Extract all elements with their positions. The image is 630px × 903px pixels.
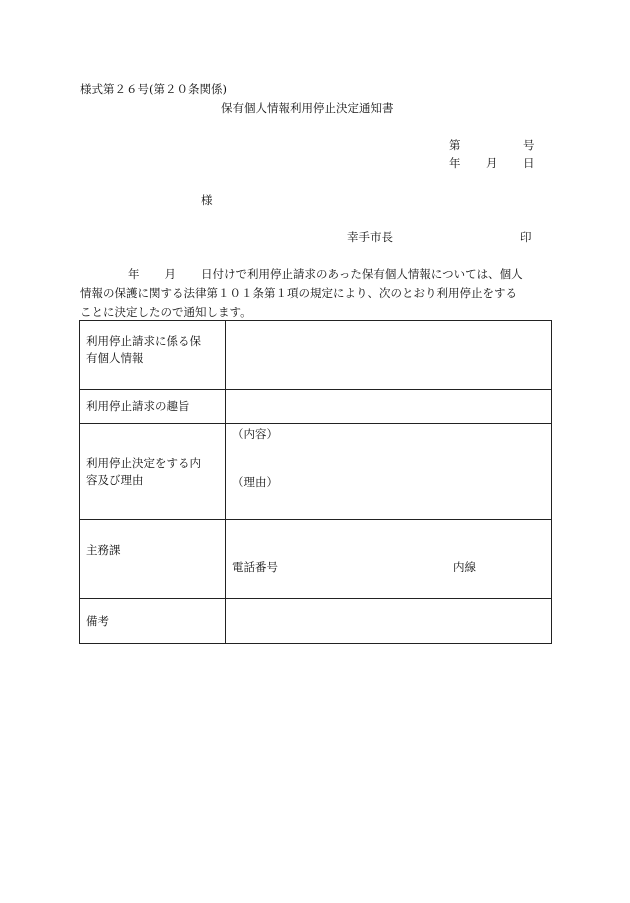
- body-paragraph: [80, 265, 560, 322]
- body-line-1-text: 日付けで利用停止請求のあった保有個人情報については、個人: [201, 267, 523, 281]
- value-department[interactable]: [226, 520, 552, 599]
- phone-label: 電話番号: [232, 560, 278, 574]
- extension-label: 内線: [453, 560, 476, 574]
- sender-seal: 印: [520, 230, 532, 244]
- label-personal-info: [80, 321, 226, 390]
- label-decision-content-line1: 利用停止決定をする内: [86, 455, 201, 470]
- label-decision-content: [80, 424, 226, 520]
- value-request-purpose[interactable]: [226, 390, 552, 424]
- label-decision-content-line2: 容及び理由: [86, 472, 144, 487]
- value-remarks[interactable]: [226, 599, 552, 644]
- date-month: 月: [486, 156, 498, 170]
- label-remarks: 備考: [80, 599, 226, 644]
- doc-number-go: 号: [523, 138, 535, 152]
- table-row: [80, 599, 552, 644]
- sender-name: 幸手市長: [347, 230, 393, 244]
- table-row: [80, 390, 552, 424]
- body-year: 年: [128, 267, 140, 281]
- label-department: 主務課: [80, 520, 226, 599]
- date-year: 年: [449, 156, 461, 170]
- doc-number-dai: 第: [449, 138, 461, 152]
- body-line-3: ことに決定したので通知します。: [80, 305, 252, 319]
- label-personal-info-line1: 利用停止請求に係る保: [86, 334, 201, 348]
- label-request-purpose: 利用停止請求の趣旨: [80, 390, 226, 424]
- date-day: 日: [523, 156, 535, 170]
- value-decision-content[interactable]: [226, 424, 552, 520]
- body-line-1: [80, 265, 560, 284]
- body-line-2: 情報の保護に関する法律第１０１条第１項の規定により、次のとおり利用停止をする: [80, 286, 517, 300]
- value-personal-info[interactable]: [226, 321, 552, 390]
- decision-table: [79, 320, 552, 644]
- table-row: [80, 520, 552, 599]
- form-number: 様式第２６号(第２０条関係): [80, 82, 227, 96]
- content-label: （内容）: [232, 427, 278, 441]
- label-personal-info-line2: 有個人情報: [86, 351, 144, 365]
- recipient-sama: 様: [201, 193, 213, 207]
- reason-label: （理由）: [232, 475, 278, 489]
- table-row: [80, 424, 552, 520]
- table-row: [80, 321, 552, 390]
- body-month: 月: [164, 267, 176, 281]
- page-title: 保有個人情報利用停止決定通知書: [221, 101, 394, 115]
